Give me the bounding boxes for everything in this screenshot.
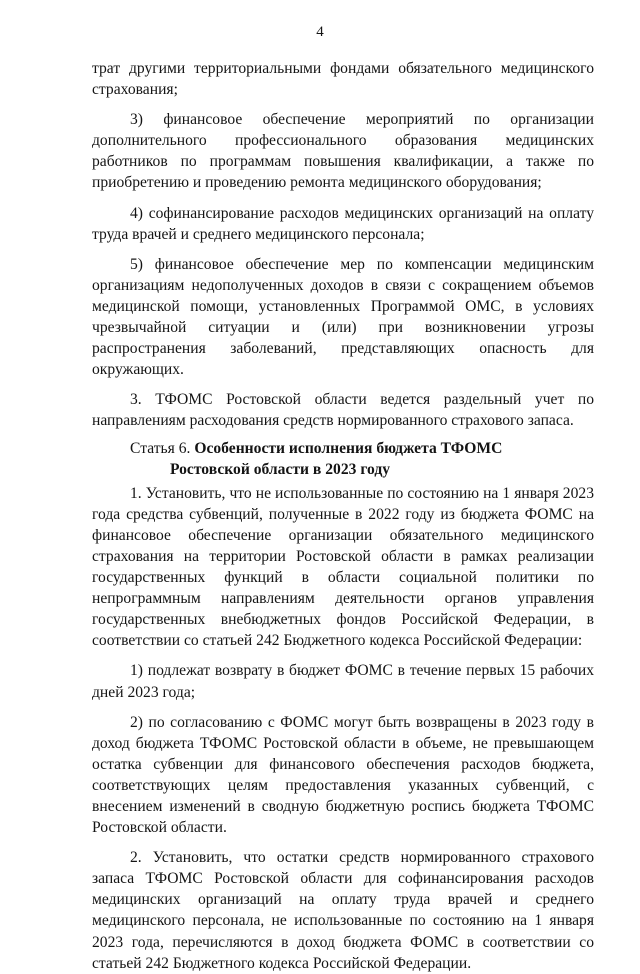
paragraph-point-3: 3. ТФОМС Ростовской области ведется раздельный учет по направлениям расходования средств нормированного страхового запаса.: [92, 391, 594, 430]
article-subitem-1: 1) подлежат возврату в бюджет ФОМС в течение первых 15 рабочих дней 2023 года;: [92, 662, 594, 701]
article-paragraph-1: 1. Установить, что не использованные по состоянию на 1 января 2023 года средства субвенций, полученные в 2022 году из бюджета ФОМС на финансовое обеспечение организации обязательного медицинского страхования на территории Ростовской области в рамках реализации государственных функций в области социальной политики по непрограммным направлениям деятельности органов управления государственных внебюджетных фондов Российской Федерации, в соответствии со статьей 242 Бюджетного кодекса Российской Федерации:: [92, 484, 594, 650]
article-heading: [92, 438, 594, 480]
article-paragraph-2: 2. Установить, что остатки средств нормированного страхового запаса ТФОМС Ростовской области для софинансирования расходов медицинских организаций на оплату труда врачей и среднего медицинского персонала, не использованные по состоянию на 1 января 2023 года, перечисляются в доход бюджета ФОМС в соответствии со статьей 242 Бюджетного кодекса Российской Федерации.: [92, 849, 594, 972]
article-label: Статья 6.: [130, 439, 191, 457]
article-heading-line-1: [92, 438, 594, 459]
article-title-line-1: Особенности исполнения бюджета ТФОМС: [194, 439, 503, 457]
page-number: 4: [316, 24, 324, 40]
document-body: [92, 58, 594, 974]
paragraph-continuation: трат другими территориальными фондами обязательного медицинского страхования;: [92, 60, 594, 99]
paragraph-item-5: 5) финансовое обеспечение мер по компенсации медицинским организациям недополученных доходов в связи с сокращением объемов медицинской помощи, установленных Программой ОМС, в условиях чрезвычайной ситуации и (или) при возникновении угрозы распространения заболеваний, представляющих опасность для окружающих.: [92, 255, 594, 379]
article-subitem-2: 2) по согласованию с ФОМС могут быть возвращены в 2023 году в доход бюджета ТФОМС Ростовской области в объеме, не превышающем остатка субвенции для финансового обеспечения расходов бюджета, соответствующих целям предоставления указанных субвенций, с внесением изменений в сводную бюджетную роспись бюджета ТФОМС Ростовской области.: [92, 713, 594, 837]
paragraph-item-3: 3) финансовое обеспечение мероприятий по организации дополнительного профессионального образования медицинских работников по программам повышения квалификации, а также по приобретению и проведению ремонта медицинского оборудования;: [92, 111, 594, 192]
article-title-line-2: Ростовской области в 2023 году: [170, 460, 391, 478]
article-heading-line-2: [92, 459, 594, 480]
paragraph-item-4: 4) софинансирование расходов медицинских организаций на оплату труда врачей и среднего медицинского персонала;: [92, 204, 594, 243]
